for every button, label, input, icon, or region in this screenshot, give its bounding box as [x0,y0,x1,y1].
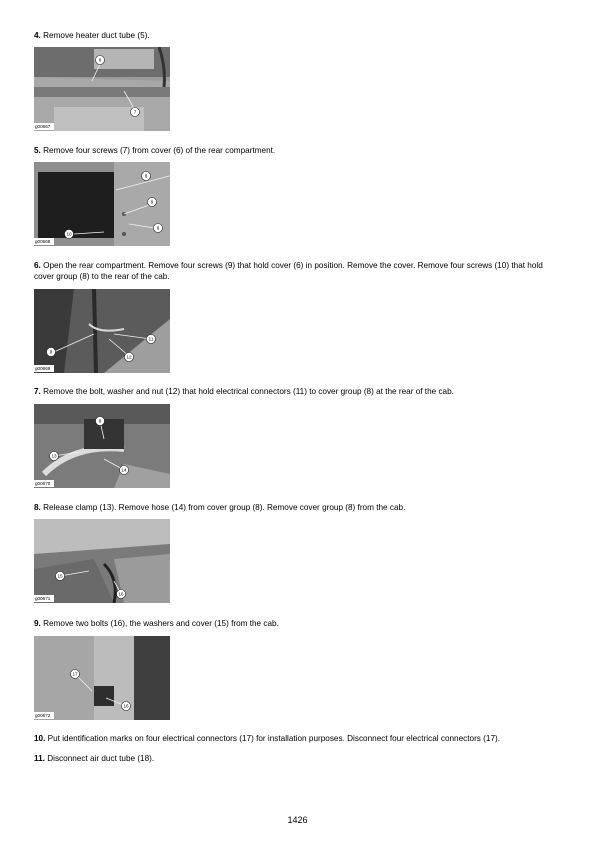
step-text: Put identification marks on four electrical connectors (17) for installation purposes. Disconnect four electrical connectors (17). [47,734,501,743]
step-text: Remove four screws (7) from cover (6) of the rear compartment. [43,146,276,155]
photo-rear-compartment-cover [34,162,170,246]
callout-16 [122,702,131,711]
step-text: Remove two bolts (16), the washers and cover (15) from the cab. [43,619,279,628]
image-id: g00670 [35,481,51,486]
step-number: 10. [34,734,46,743]
image-id: g00672 [35,713,51,718]
step-8 [34,502,564,513]
step-9 [34,618,564,629]
svg-text:6: 6 [98,57,102,63]
callout-8 [96,417,105,426]
step-11 [34,753,564,764]
callout-16 [117,590,126,599]
callout-17 [71,670,80,679]
step-text: Remove the bolt, washer and nut (12) that hold electrical connectors (11) to cover group (8) at the rear of the cab. [43,387,454,396]
callout-11 [147,335,156,344]
callout-12 [125,353,134,362]
svg-text:13: 13 [51,453,57,459]
svg-text:7: 7 [133,109,137,115]
step-7 [34,386,564,397]
callout-6 [96,56,105,65]
image-id: g00667 [35,124,51,129]
step-text: Disconnect air duct tube (18). [47,754,155,763]
svg-text:9: 9 [150,199,154,205]
svg-text:16: 16 [118,591,124,597]
step-number: 5. [34,146,41,155]
image-id: g00669 [35,366,51,371]
photo-clamp-hose [34,404,170,488]
step-text: Release clamp (13). Remove hose (14) from cover group (8). Remove cover group (8) from the cab. [43,503,406,512]
photo-electrical-connectors [34,636,170,720]
callout-14 [120,466,129,475]
step-text: Open the rear compartment. Remove four screws (9) that hold cover (6) in position. Remove the cover. Remove four screws (10) that hold cover group (8) to the rear of the cab. [34,261,543,281]
step-number: 11. [34,754,45,763]
svg-text:12: 12 [126,354,132,360]
step-number: 7. [34,387,41,396]
callout-9 [148,198,157,207]
step-6 [34,260,564,282]
image-id: g00671 [35,596,51,601]
svg-text:17: 17 [72,671,78,677]
callout-6 [154,224,163,233]
svg-text:11: 11 [148,336,154,342]
callout-8 [47,348,56,357]
photo-heater-duct [34,47,170,131]
svg-text:8: 8 [144,173,148,179]
step-10 [34,733,564,744]
callout-15 [56,572,65,581]
callout-7 [131,108,140,117]
photo-cover-15 [34,519,170,603]
step-5 [34,145,564,156]
step-4 [34,30,564,41]
callout-8 [142,172,151,181]
svg-text:8: 8 [49,349,53,355]
image-id: g00668 [35,239,51,244]
page-number: 1426 [287,815,308,825]
svg-text:8: 8 [98,418,102,424]
svg-text:15: 15 [57,573,63,579]
svg-text:6: 6 [156,225,160,231]
step-text: Remove heater duct tube (5). [43,31,150,40]
step-number: 8. [34,503,41,512]
callout-10 [65,230,74,239]
svg-text:10: 10 [66,231,72,237]
callout-13 [50,452,59,461]
step-number: 9. [34,619,41,628]
svg-text:14: 14 [121,467,127,473]
svg-text:16: 16 [123,703,129,709]
step-number: 6. [34,261,41,270]
step-number: 4. [34,31,41,40]
photo-cover-group [34,289,170,373]
